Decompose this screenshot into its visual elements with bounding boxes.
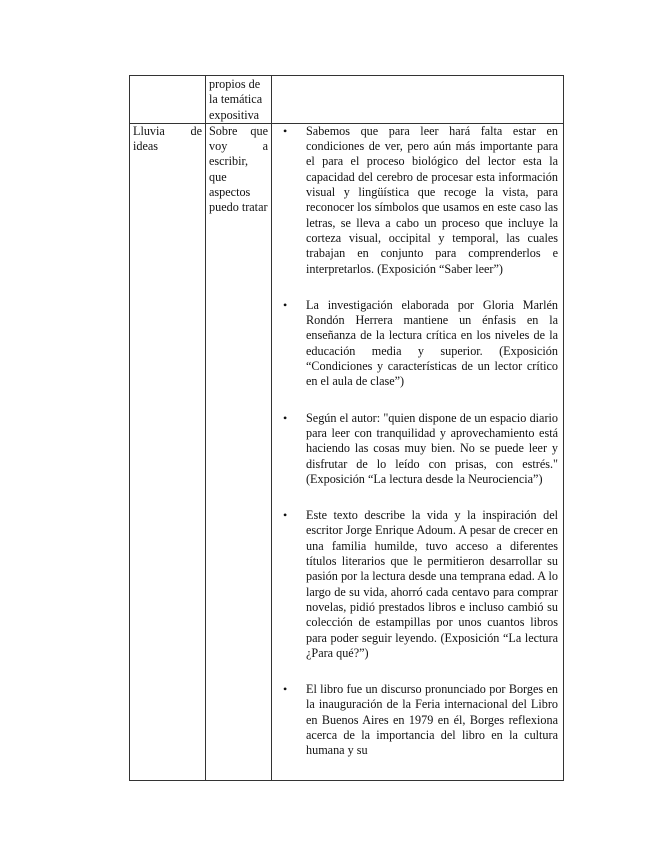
activity-line-2: ideas — [133, 139, 159, 154]
cell-thematic-note: propios de la temática expositiva — [206, 76, 272, 124]
list-item: • La investigación elaborada por Gloria Marlén Rondón Herrera mantiene un énfasis en la enseñanza de la lectura crítica en los niveles de la educación media y superior. (Exposición “Condiciones y características de un lector crítico en el aula de clase”) — [306, 298, 560, 390]
table-row — [130, 76, 564, 124]
cell-empty-3 — [272, 76, 564, 124]
cell-ideas — [272, 123, 564, 780]
table-row — [130, 123, 564, 780]
list-item: • Según el autor: "quien dispone de un espacio diario para leer con tranquilidad y aprovechamiento está haciendo las cosas muy bien. No se puede leer y disfrutar de lo leído con prisas, con estrés." (Exposición “La lectura desde la Neurociencia”) — [306, 411, 560, 487]
content-table — [129, 75, 564, 781]
ideas-list — [275, 124, 560, 759]
cell-activity — [130, 123, 206, 780]
activity-line-1: Lluvia de — [133, 123, 202, 138]
cell-empty-1 — [130, 76, 206, 124]
list-item: • Sabemos que para leer hará falta estar en condiciones de ver, pero aún más importante para el para el proceso biológico del lector esta la capacidad del cerebro de procesar esta información visual y lingüística que recoge la vista, para reconocer los símbolos que usamos en este caso las letras, se lleva a cabo un proceso que incluye la corteza visual, occipital y temporal, las cuales trabajan en conjunto para comprenderlos e interpretarlos. (Exposición “Saber leer”) — [306, 124, 560, 277]
list-item: • El libro fue un discurso pronunciado por Borges en la inauguración de la Feria internacional del Libro en Buenos Aires en 1979 en él, Borges reflexiona acerca de la importancia del libro en la cultura humana y su — [306, 682, 560, 758]
cell-purpose: Sobre que voy a escribir, que aspectos puedo tratar — [206, 123, 272, 780]
list-item: • Este texto describe la vida y la inspiración del escritor Jorge Enrique Adoum. A pesar de crecer en una familia humilde, tuvo acceso a diferentes títulos literarios que le permitieron desarrollar su pasión por la lectura desde una temprana edad. A lo largo de su vida, ahorró cada centavo para comprar novelas, pidió prestados libros e incluso cambió su colección de estampillas por unos cuantos libros para poder seguir leyendo. (Exposición “La lectura ¿Para qué?”) — [306, 508, 560, 661]
